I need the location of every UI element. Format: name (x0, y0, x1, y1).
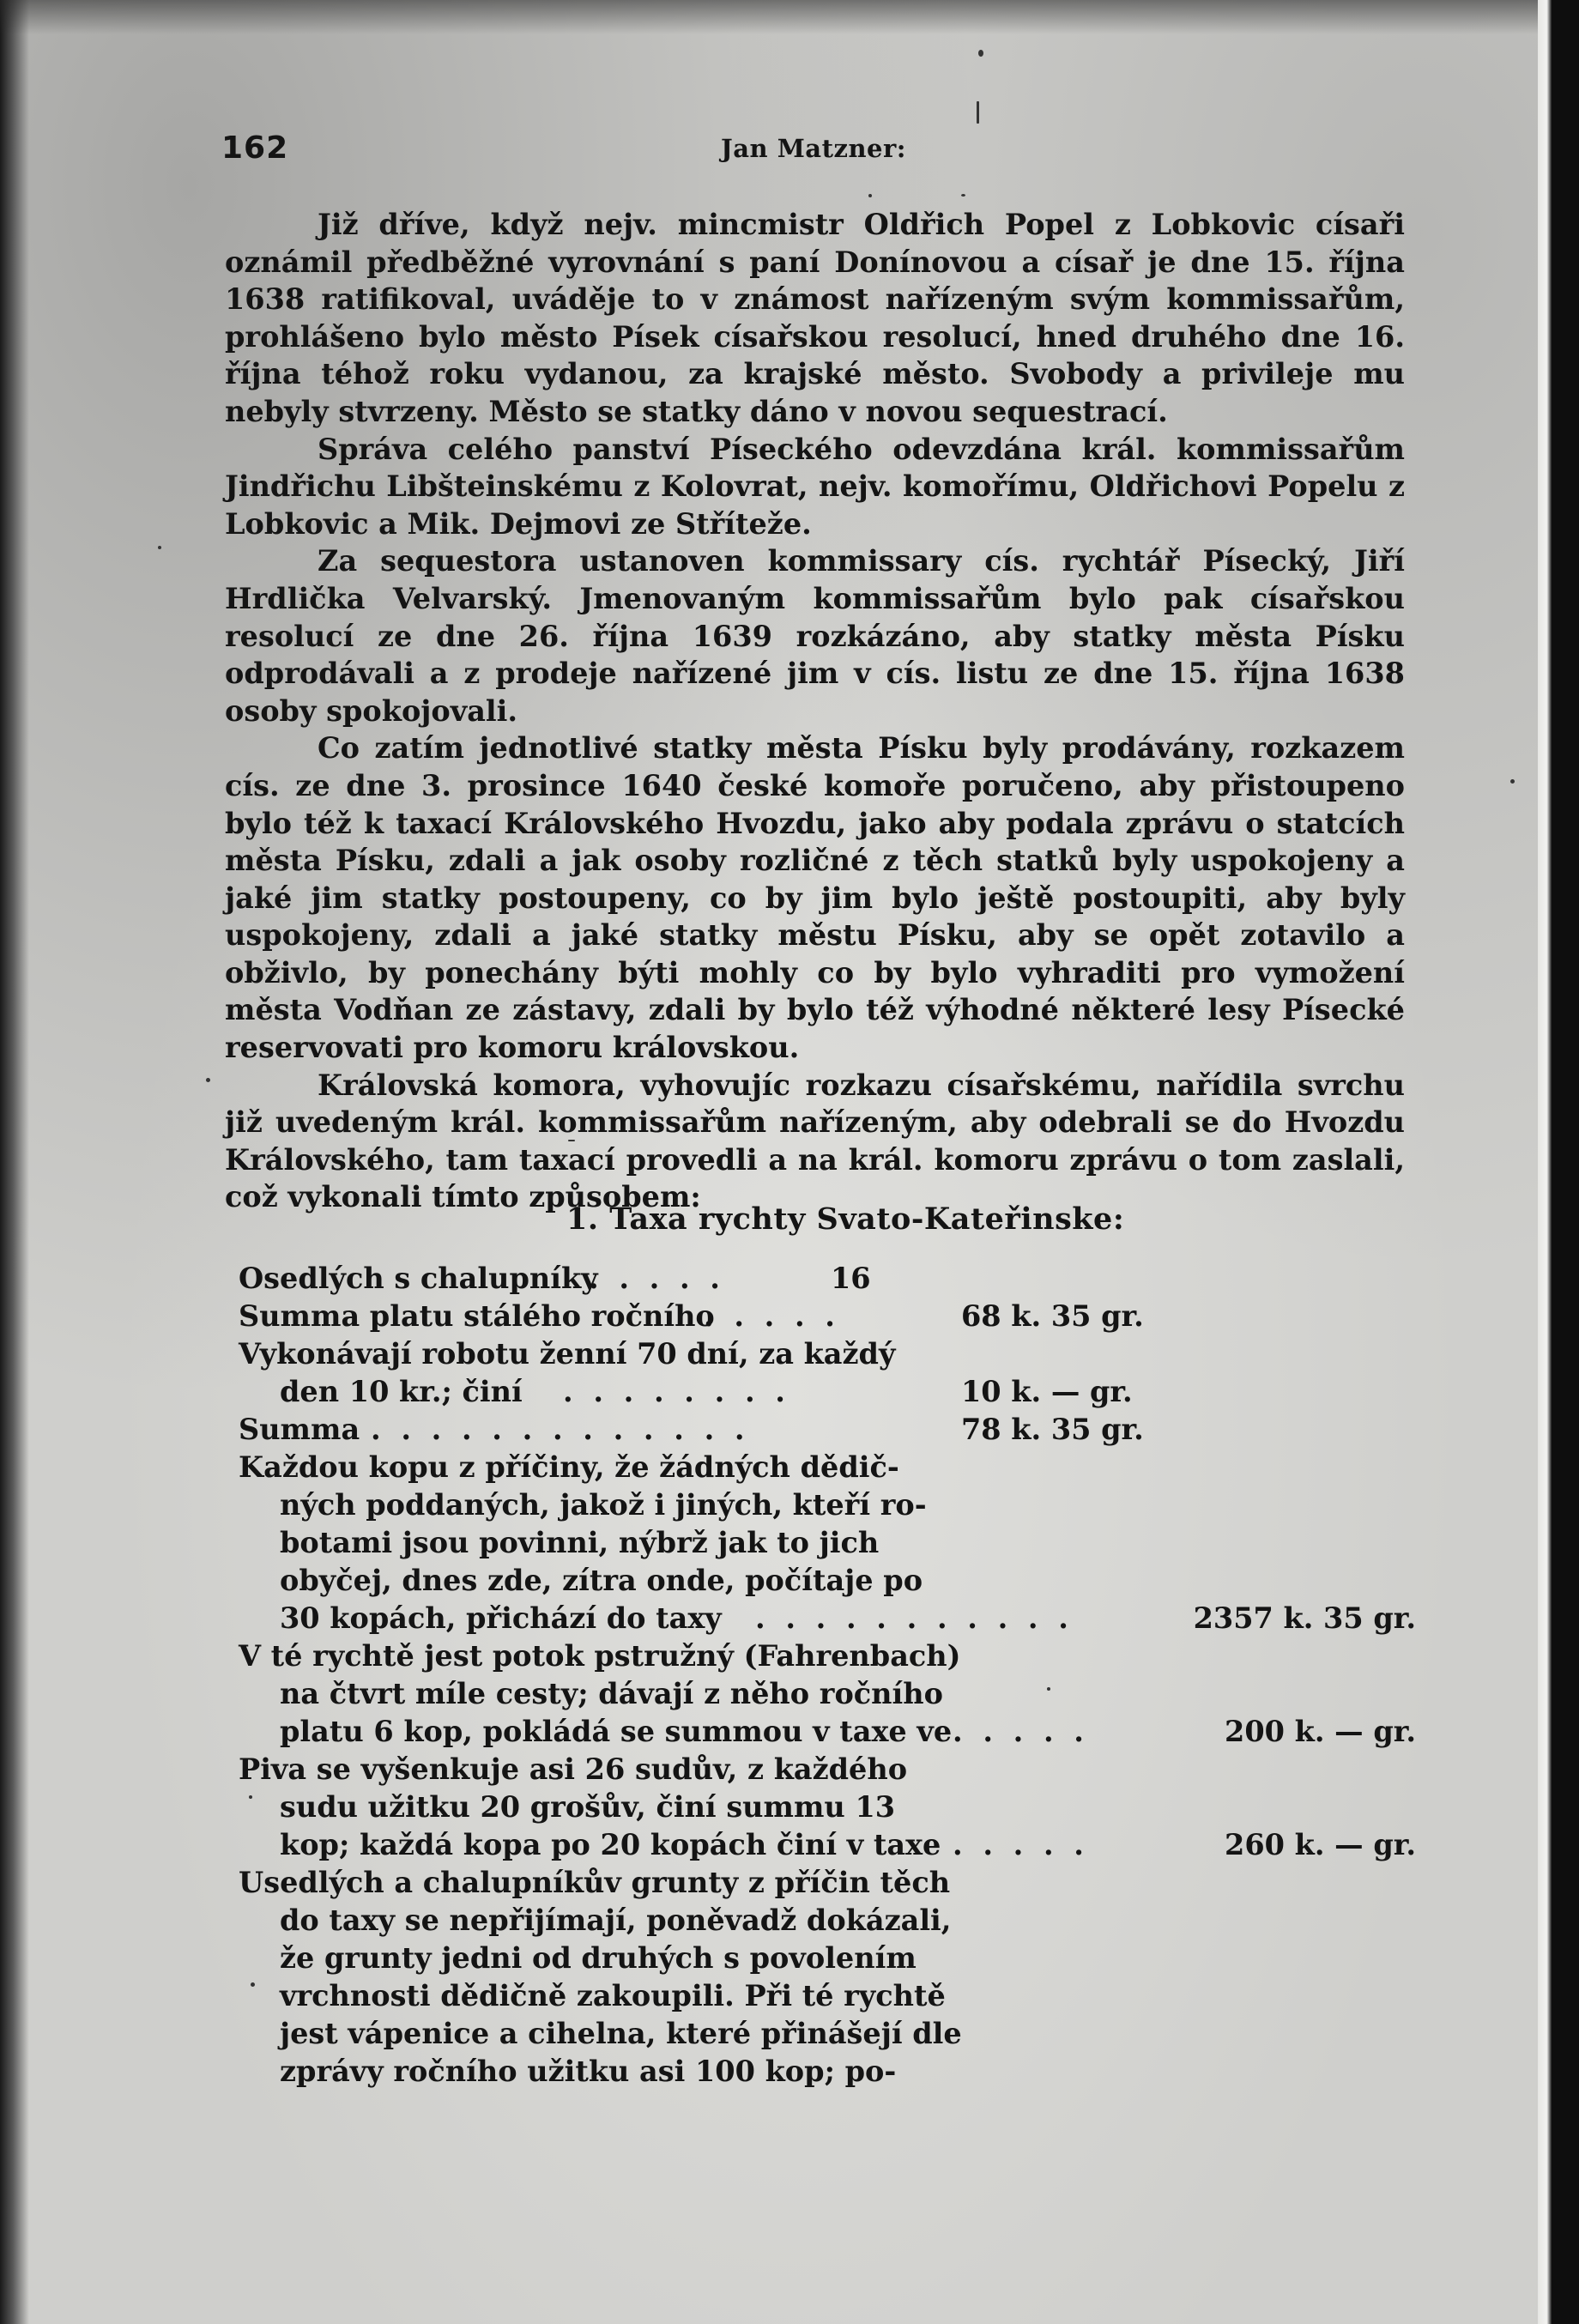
section-title: 1. Taxa rychty Svato-Kateřinske: (566, 1201, 1125, 1237)
table-row (0, 2017, 1579, 2055)
row-label: na čtvrt míle cesty; dávají z něho ročního (280, 1677, 943, 1710)
leader-dots: . . . . . (953, 1715, 1089, 1748)
paragraph: Již dříve, když nejv. mincmistr Oldřich Popel z Lobkovic císaři oznámil předběžné vyrovnání s paní Donínovou a císař je dne 15. října 1638 ratifikoval, uváděje to v známost nařízeným svým kommissařům, prohlášeno bylo město Písek císařskou resolucí, hned druhého dne 16. října téhož roku vydanou, za krajské město. Svobody a privileje mu nebyly stvrzeny. Město se statky dáno v novou sequestrací. (225, 208, 1405, 428)
leader-dots: . . . . . . . . . . . . . (371, 1413, 750, 1446)
row-label: sudu užitku 20 grošův, činí summu 13 (280, 1790, 896, 1824)
table-row (0, 1790, 1579, 1828)
row-label: do taxy se nepřijímají, poněvadž dokázali, (280, 1903, 952, 1937)
row-label: Piva se vyšenkuje asi 26 sudův, z každého (239, 1752, 908, 1786)
table-row (0, 1488, 1579, 1526)
table-row (0, 1413, 1579, 1450)
row-label: Usedlých a chalupníkův grunty z příčin těch (239, 1866, 951, 1899)
row-label: Každou kopu z příčiny, že žádných dědič- (239, 1450, 899, 1484)
row-label: den 10 kr.; činí (280, 1375, 523, 1408)
table-row (0, 1941, 1579, 1979)
table-row (0, 1337, 1579, 1375)
row-label: zprávy ročního užitku asi 100 kop; po- (280, 2055, 897, 2088)
table-row (0, 1639, 1579, 1677)
row-label: ných poddaných, jakož i jiných, kteří ro- (280, 1488, 927, 1522)
row-amount: 260 k. — gr. (1225, 1828, 1416, 1861)
row-amount: 10 k. — gr. (961, 1375, 1133, 1408)
paragraph: Správa celého panství Píseckého odevzdána král. kommissařům Jindřichu Libšteinskému z Kolovrat, nejv. komořímu, Oldřichovi Popelu z Lobkovic a Mik. Dejmovi ze Stříteže. (225, 432, 1405, 541)
table-row (0, 1564, 1579, 1601)
row-label: jest vápenice a cihelna, které přinášejí dle (280, 2017, 962, 2050)
scan-edge-top (0, 0, 1579, 34)
row-label: Summa (239, 1413, 360, 1446)
table-row (0, 1828, 1579, 1866)
row-label: 30 kopách, přichází do taxy (280, 1601, 722, 1635)
page-number: 162 (221, 130, 289, 166)
running-head (221, 130, 1337, 173)
row-label: V té rychtě jest potok pstružný (Fahrenbach) (239, 1639, 961, 1673)
table-row (0, 1450, 1579, 1488)
paragraph: Královská komora, vyhovujíc rozkazu císařskému, nařídila svrchu již uvedeným král. kommissařům nařízeným, aby odebrali se do Hvozdu Královského, tam taxací provedli a na král. komoru zprávu o tom zaslali, což vykonali tímto způsobem: (225, 1068, 1405, 1214)
row-label: kop; každá kopa po 20 kopách činí v taxe (280, 1828, 941, 1861)
table-row (0, 1979, 1579, 2017)
row-amount: 78 k. 35 gr. (961, 1413, 1144, 1446)
row-label: platu 6 kop, pokládá se summou v taxe ve (280, 1715, 953, 1748)
leader-dots: . . . . . . . . . . . (755, 1601, 1074, 1635)
row-amount: 2357 k. 35 gr. (1193, 1601, 1416, 1635)
table-row (0, 1375, 1579, 1413)
row-amount: 200 k. — gr. (1225, 1715, 1416, 1748)
table-row (0, 1299, 1579, 1337)
row-label: botami jsou povinni, nýbrž jak to jich (280, 1526, 880, 1559)
row-label: Summa platu stálého ročního (239, 1299, 715, 1333)
paragraph: Za sequestora ustanoven kommissary cís. rychtář Písecký, Jiří Hrdlička Velvarský. Jmenovaným kommissařům bylo pak císařskou resolucí ze dne 26. října 1639 rozkázáno, aby statky města Písku odprodávali a z prodeje nařízené jim v cís. listu ze dne 15. října 1638 osoby spokojovali. (225, 544, 1405, 728)
table-row (0, 1752, 1579, 1790)
paragraph: Co zatím jednotlivé statky města Písku byly prodávány, rozkazem cís. ze dne 3. prosince 1640 české komoře poručeno, aby přistoupeno bylo též k taxací Královského Hvozdu, jako aby podala zprávu o statcích města Písku, zdali a jak osoby rozličné z těch statků byly uspokojeny a jaké jim statky postoupeny, co by jim bylo ještě postoupiti, aby byly uspokojeny, zdali a jaké statky městu Písku, aby se opět zotavilo a obživlo, by ponechány býti mohly co by bylo vyhraditi pro vymožení města Vodňan ze zástavy, zdali by bylo též výhodné některé lesy Písecké reservovati pro komoru královskou. (225, 731, 1405, 1065)
leader-dots: . . . . . (704, 1299, 840, 1333)
table-row (0, 1601, 1579, 1639)
body-text (225, 206, 1405, 1216)
table-row (0, 1677, 1579, 1715)
table-row (0, 1526, 1579, 1564)
row-label: vrchnosti dědičně zakoupili. Při té rychtě (280, 1979, 946, 2012)
row-count: 16 (831, 1262, 871, 1295)
row-label: obyčej, dnes zde, zítra onde, počítaje po (280, 1564, 923, 1597)
leader-dots: . . . . . (953, 1828, 1089, 1861)
leader-dots: . . . . . . . . (563, 1375, 790, 1408)
row-label: Vykonávají robotu ženní 70 dní, za každý (239, 1337, 896, 1371)
row-label: Osedlých s chalupníky (239, 1262, 598, 1295)
table-row (0, 2055, 1579, 2092)
table-row (0, 1903, 1579, 1941)
table-row (0, 1715, 1579, 1752)
row-amount: 68 k. 35 gr. (961, 1299, 1144, 1333)
table-row (0, 1262, 1579, 1299)
table-row (0, 1866, 1579, 1903)
row-label: že grunty jedni od druhých s povolením (280, 1941, 917, 1975)
author-heading: Jan Matzner: (721, 134, 906, 163)
leader-dots: . . . . . (589, 1262, 725, 1295)
